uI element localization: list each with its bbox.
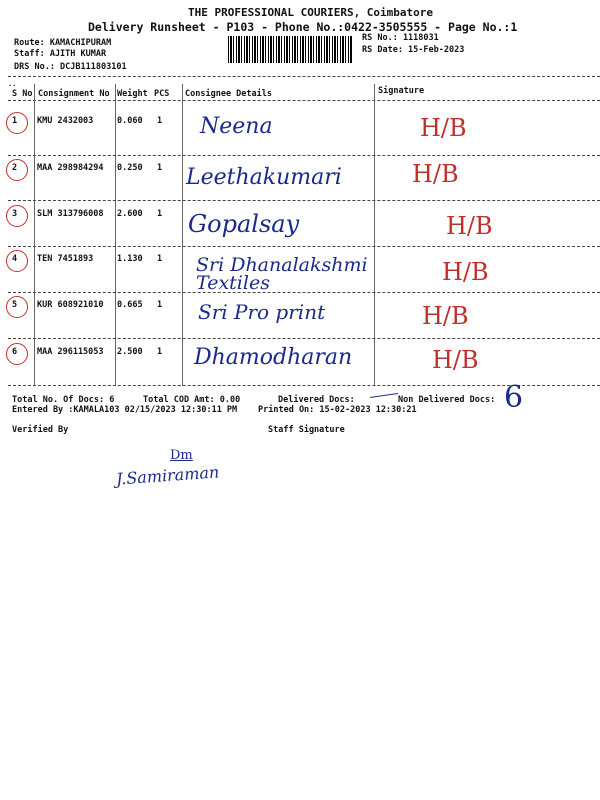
row-consignment: MAA 298984294 bbox=[37, 163, 104, 173]
header-divider bbox=[8, 100, 600, 101]
entered-by: Entered By :KAMALA103 02/15/2023 12:30:11 PM bbox=[12, 405, 238, 415]
signature-handwriting: H/B bbox=[420, 114, 467, 142]
row-weight: 2.500 bbox=[117, 347, 143, 357]
row-divider bbox=[8, 200, 600, 201]
signature-handwriting: H/B bbox=[446, 212, 493, 240]
col-weight: Weight bbox=[117, 89, 148, 99]
row-divider bbox=[8, 155, 600, 156]
row-consignment: SLM 313796008 bbox=[37, 209, 104, 219]
divider bbox=[8, 76, 600, 77]
signature-handwriting: H/B bbox=[422, 302, 469, 330]
row-sno: 5 bbox=[12, 300, 18, 310]
delivered-dash bbox=[370, 393, 398, 398]
signature-handwriting: H/B bbox=[442, 258, 489, 286]
row-sno: 3 bbox=[12, 209, 18, 219]
divider-dots: .. bbox=[8, 80, 17, 88]
staff-label: Staff: AJITH KUMAR bbox=[14, 49, 107, 59]
row-sno: 2 bbox=[12, 163, 18, 173]
non-delivered-docs: Non Delivered Docs: bbox=[398, 395, 496, 405]
row-weight: 0.665 bbox=[117, 300, 143, 310]
consignee-handwriting: Neena bbox=[200, 114, 273, 139]
consignee-handwriting: Dhamodharan bbox=[194, 345, 353, 370]
row-consignment: TEN 7451893 bbox=[37, 254, 94, 264]
row-pcs: 1 bbox=[157, 209, 163, 219]
row-sno: 4 bbox=[12, 254, 18, 264]
col-line bbox=[182, 84, 183, 386]
row-pcs: 1 bbox=[157, 300, 163, 310]
consignee-handwriting: Gopalsay bbox=[188, 210, 300, 238]
company-title: THE PROFESSIONAL COURIERS, Coimbatore bbox=[188, 6, 434, 19]
col-pcs: PCS bbox=[154, 89, 170, 99]
row-consignment: KUR 608921010 bbox=[37, 300, 104, 310]
col-consignee: Consignee Details bbox=[185, 89, 272, 99]
consignee-handwriting: Sri Dhanalakshmi Textiles bbox=[196, 254, 368, 294]
consignee-handwriting: Sri Pro print bbox=[198, 300, 326, 324]
signature-handwriting: H/B bbox=[432, 346, 479, 374]
printed-on: Printed On: 15-02-2023 12:30:21 bbox=[258, 405, 417, 415]
row-pcs: 1 bbox=[157, 116, 163, 126]
verified-by: Verified By bbox=[12, 425, 69, 435]
col-signature: Signature bbox=[378, 86, 425, 96]
col-line bbox=[115, 84, 116, 386]
row-divider bbox=[8, 246, 600, 247]
row-consignment: MAA 296115053 bbox=[37, 347, 104, 357]
drs-number: DRS No.: DCJB111803101 bbox=[14, 62, 127, 72]
non-delivered-handwriting: 6 bbox=[504, 380, 524, 415]
row-weight: 1.130 bbox=[117, 254, 143, 264]
row-pcs: 1 bbox=[157, 163, 163, 173]
row-weight: 0.250 bbox=[117, 163, 143, 173]
col-line bbox=[374, 84, 375, 386]
total-docs: Total No. Of Docs: 6 bbox=[12, 395, 115, 405]
total-cod: Total COD Amt: 0.00 bbox=[143, 395, 241, 405]
rs-date: RS Date: 15-Feb-2023 bbox=[362, 45, 465, 55]
col-sno: S No bbox=[12, 89, 33, 99]
row-divider bbox=[8, 292, 600, 293]
route-label: Route: KAMACHIPURAM bbox=[14, 38, 112, 48]
runsheet-title: Delivery Runsheet - P103 - Phone No.:0422-3505555 - Page No.:1 bbox=[88, 20, 518, 34]
row-weight: 2.600 bbox=[117, 209, 143, 219]
consignee-handwriting: Leethakumari bbox=[186, 165, 342, 190]
row-divider bbox=[8, 338, 600, 339]
row-sno: 1 bbox=[12, 116, 18, 126]
barcode bbox=[228, 36, 352, 63]
signature-handwriting: H/B bbox=[412, 160, 459, 188]
rs-number: RS No.: 1118031 bbox=[362, 33, 439, 43]
row-pcs: 1 bbox=[157, 347, 163, 357]
staff-signature: Staff Signature bbox=[268, 425, 345, 435]
row-pcs: 1 bbox=[157, 254, 163, 264]
col-line bbox=[34, 84, 35, 386]
col-consignment: Consignment No bbox=[38, 89, 110, 99]
signature-initials: Dm bbox=[170, 448, 193, 463]
row-weight: 0.060 bbox=[117, 116, 143, 126]
signature-handwriting: J.Samiraman bbox=[115, 462, 220, 489]
row-consignment: KMU 2432003 bbox=[37, 116, 94, 126]
row-sno: 6 bbox=[12, 347, 18, 357]
delivered-docs: Delivered Docs: bbox=[278, 395, 355, 405]
